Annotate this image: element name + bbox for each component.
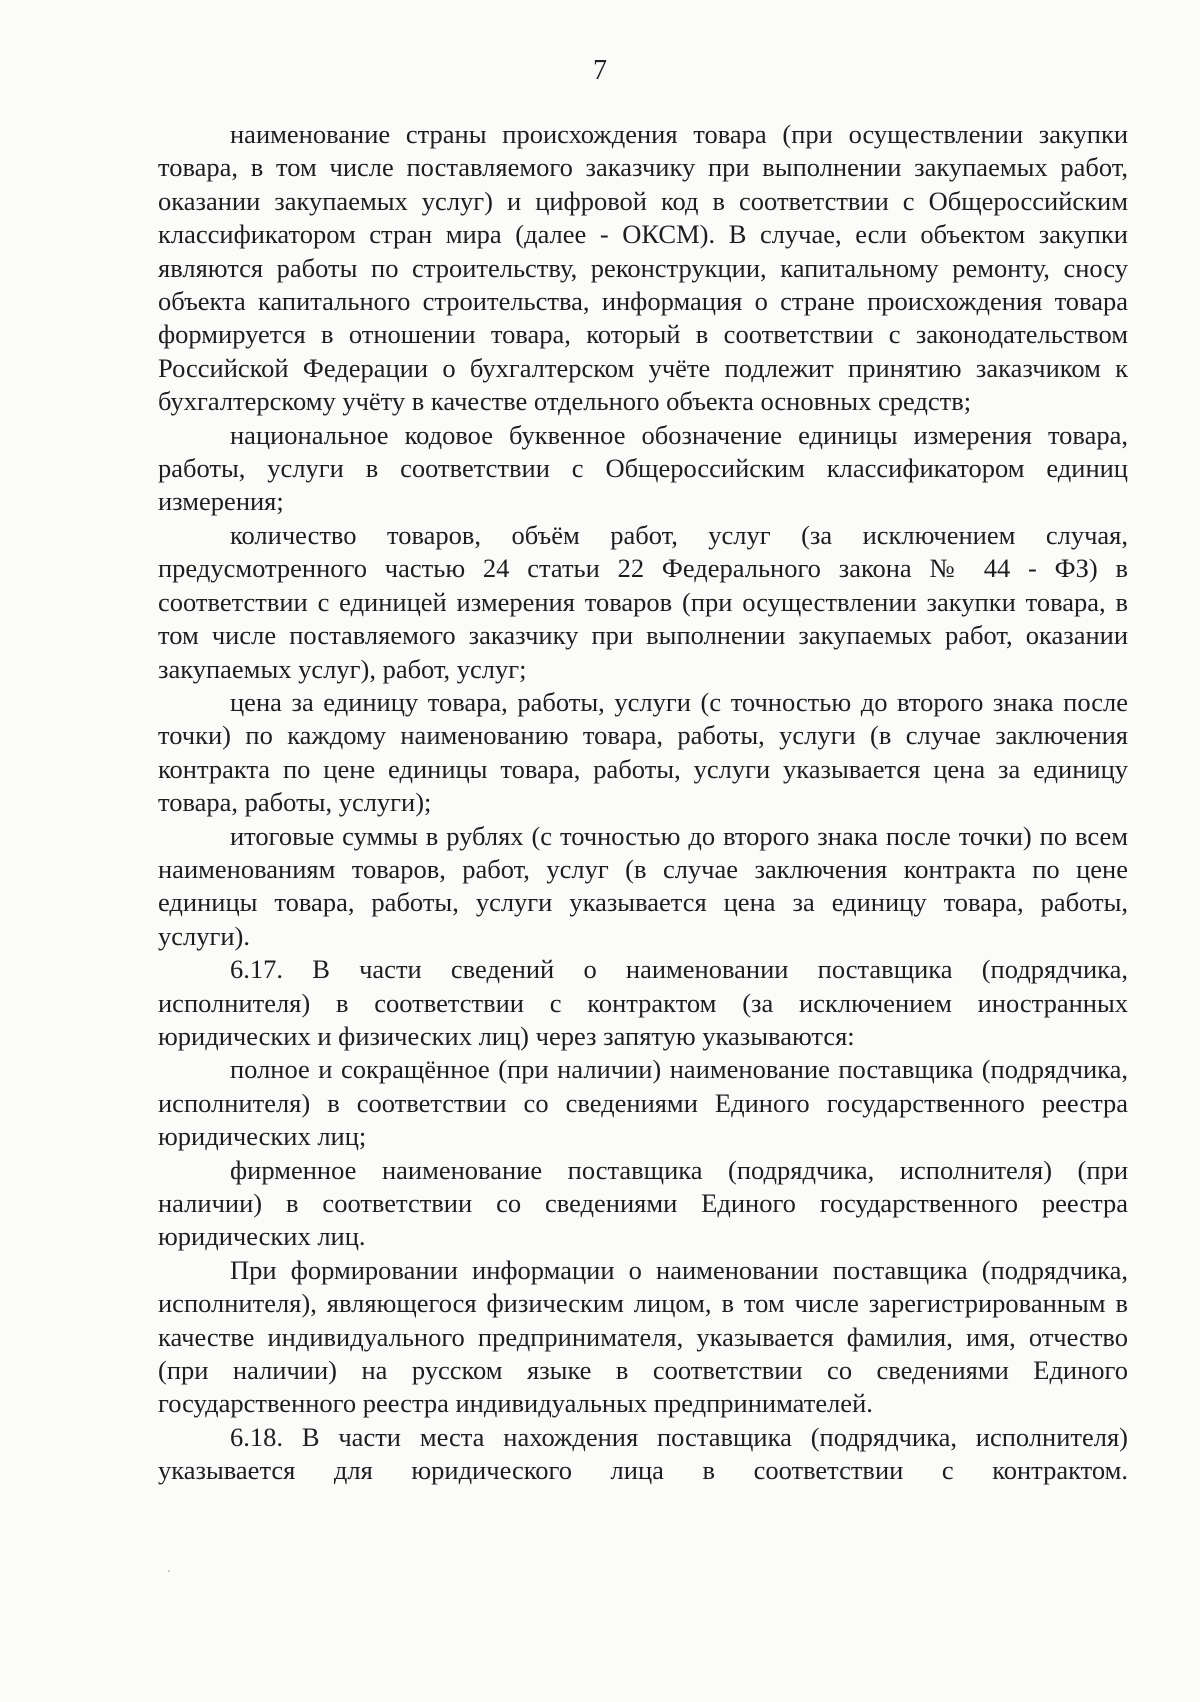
paragraph-quantity: количество товаров, объём работ, услуг (за исключением случая, предусмотренного частью 24 статьи 22 Федерального закона № 44 - ФЗ) в соответствии с единицей измерения товаров (при осуществлении закупки товара, в том числе поставляемого заказчику при выполнении закупаемых работ, оказании закупаемых услуг), работ, услуг; xyxy=(158,519,1128,684)
page-number: 7 xyxy=(593,55,607,86)
paragraph-total-sums: итоговые суммы в рублях (с точностью до второго знака после точки) по всем наименованиям товаров, работ, услуг (в случае заключения контракта по цене единицы товара, работы, услуги указывается цена за единицу товара, работы, услуги). xyxy=(158,820,1128,951)
paragraph-country-of-origin: наименование страны происхождения товара (при осуществлении закупки товара, в том числе поставляемого заказчику при выполнении закупаемых работ, оказании закупаемых услуг) и цифровой код в соответствии с Общероссийским классификатором стран мира (далее - ОКСМ). В случае, если объектом закупки являются работы по строительству, реконструкции, капитальному ремонту, сносу объекта капитального строительства, информация о стране происхождения товара формируется в отношении товара, который в соответствии с законодательством Российской Федерации о бухгалтерском учёте подлежит принятию заказчиком к бухгалтерскому учёту в качестве отдельного объекта основных средств; xyxy=(158,119,1128,417)
paragraph-unit-of-measure: национальное кодовое буквенное обозначение единицы измерения товара, работы, услуги в соответствии с Общероссийским классификатором единиц измерения; xyxy=(158,419,1128,517)
document-body xyxy=(158,118,1128,1488)
paragraph-6-17: 6.17. В части сведений о наименовании поставщика (подрядчика, исполнителя) в соответствии с контрактом (за исключением иностранных юридических и физических лиц) через запятую указываются: xyxy=(158,954,1128,1051)
paragraph-full-name: полное и сокращённое (при наличии) наименование поставщика (подрядчика, исполнителя) в соответствии со сведениями Единого государственного реестра юридических лиц; xyxy=(158,1054,1128,1152)
scan-speck xyxy=(168,1570,170,1572)
paragraph-individual-supplier: При формировании информации о наименовании поставщика (подрядчика, исполнителя), являющегося физическим лицом, в том числе зарегистрированным в качестве индивидуального предпринимателя, указывается фамилия, имя, отчество (при наличии) на русском языке в соответствии со сведениями Единого государственного реестра индивидуальных предпринимателей. xyxy=(158,1254,1128,1419)
paragraph-6-18: 6.18. В части места нахождения поставщика (подрядчика, исполнителя) указывается для юридического лица в соответствии с контрактом. xyxy=(158,1421,1128,1486)
paragraph-unit-price: цена за единицу товара, работы, услуги (с точностью до второго знака после точки) по каждому наименованию товара, работы, услуги (в случае заключения контракта по цене единицы товара, работы, услуги указывается цена за единицу товара, работы, услуги); xyxy=(158,686,1128,818)
paragraph-brand-name: фирменное наименование поставщика (подрядчика, исполнителя) (при наличии) в соответствии со сведениями Единого государственного реестра юридических лиц. xyxy=(158,1154,1128,1252)
